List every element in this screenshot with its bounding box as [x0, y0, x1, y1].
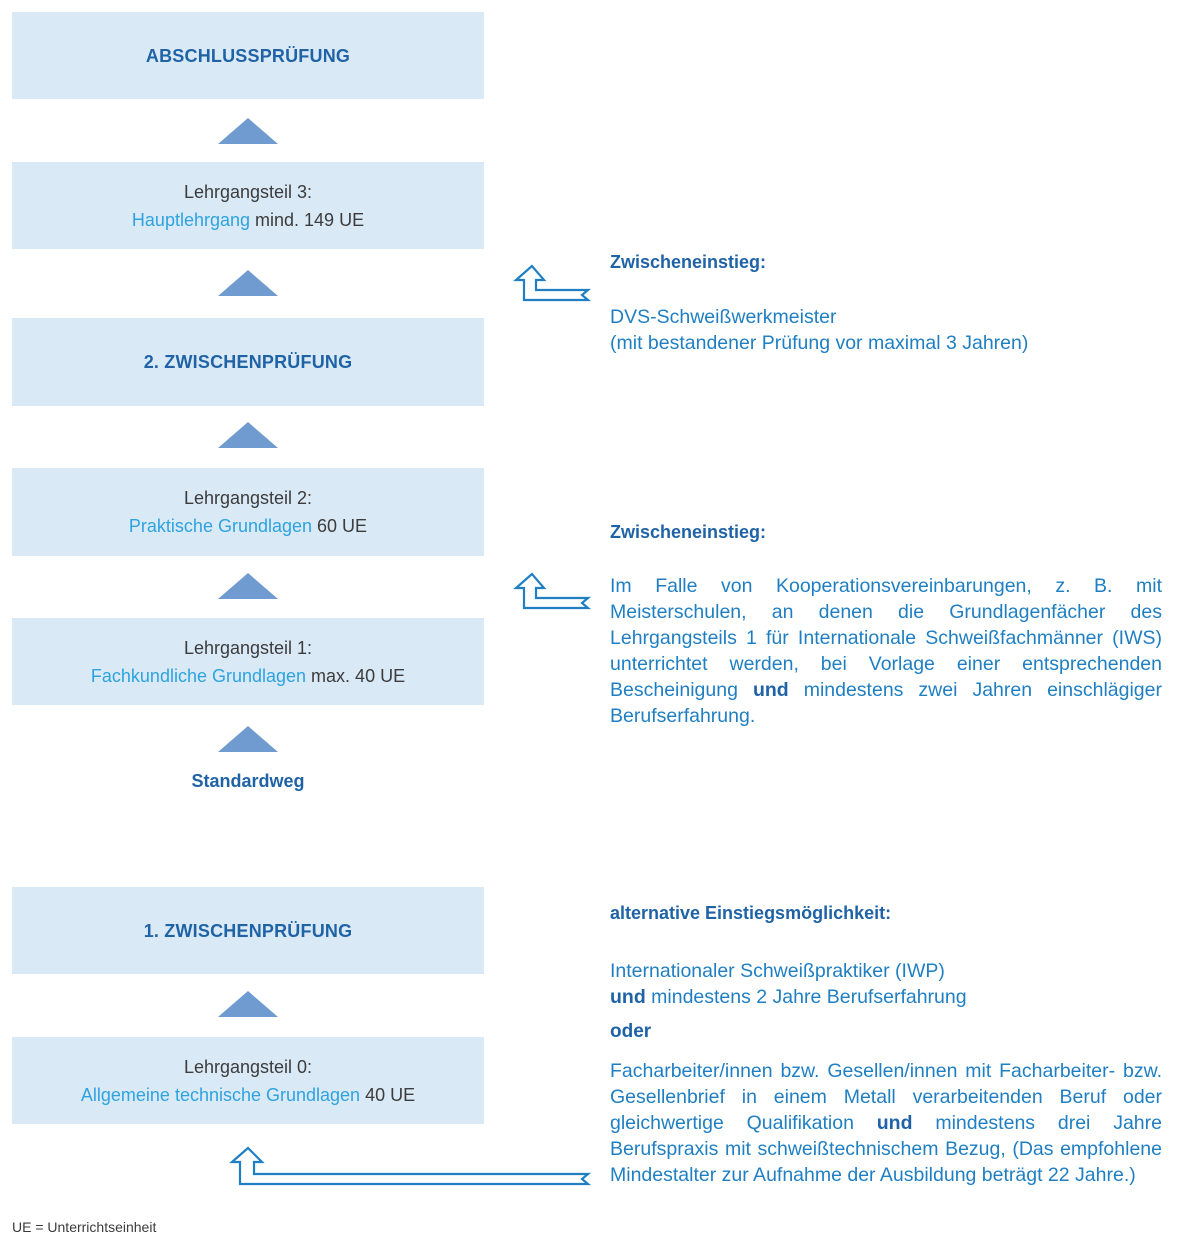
entry1-line2: (mit bestandener Prüfung vor maximal 3 Jahren) [610, 332, 1029, 354]
box-lehrgangsteil-1 [12, 618, 484, 705]
entry3-text-a: Facharbeiter/innen bzw. Gesellen/innen mit Facharbeiter- bzw. Gesellenbrief in einem Metall verarbeitenden Beruf oder gleichwertige Qualifikation [610, 1060, 1162, 1134]
entry2-text [610, 573, 1162, 729]
box-title: 1. ZWISCHENPRÜFUNG [143, 920, 353, 941]
entry3-text-b: mindestens drei Jahre Berufspraxis mit schweißtechnischem Bezug, (Das empfohlene Mindestalter zur Aufnahme der Ausbildung beträgt 22 Jahre.) [610, 1112, 1162, 1186]
entry3-oder: oder [610, 1021, 652, 1042]
course-name: Fachkundliche Grundlagen [90, 665, 307, 686]
up-arrow-icon [218, 270, 278, 296]
entry1-line1: DVS-Schweißwerkmeister [610, 306, 837, 328]
box-description [129, 512, 367, 540]
box-zwischenpruefung-2 [12, 318, 484, 406]
course-hours: mind. 149 UE [250, 209, 365, 230]
entry2-und: und [752, 679, 789, 701]
entry3-line2: mindestens 2 Jahre Berufserfahrung [645, 986, 967, 1008]
box-label: Lehrgangsteil 3: [183, 181, 313, 202]
course-name: Allgemeine technische Grundlagen [80, 1084, 361, 1105]
up-arrow-icon [218, 118, 278, 144]
entry3-line1: Internationaler Schweißpraktiker (IWP) [610, 960, 945, 982]
course-hours: max. 40 UE [306, 665, 406, 686]
entry2-text-a: Im Falle von Kooperationsvereinbarungen, z. B. mit Meisterschulen, an denen die Grundlagenfächer des Lehrgangsteils 1 für Internationale Schweißfachmänner (IWS) unterrichtet werden, bei Vorlage einer entsprechenden Bescheinigung [610, 575, 1162, 701]
box-zwischenpruefung-1 [12, 887, 484, 974]
up-arrow-icon [218, 726, 278, 752]
entry-arrow-icon [510, 262, 592, 310]
up-arrow-icon [218, 422, 278, 448]
course-name: Hauptlehrgang [131, 209, 251, 230]
course-hours: 60 UE [312, 516, 368, 536]
footnote: UE = Unterrichtseinheit [12, 1219, 157, 1235]
box-label: Lehrgangsteil 1: [183, 637, 313, 658]
up-arrow-icon [218, 991, 278, 1017]
box-label: Lehrgangsteil 2: [183, 488, 313, 508]
entry2-title: Zwischeneinstieg: [610, 522, 767, 542]
box-title: ABSCHLUSSPRÜFUNG [145, 45, 351, 66]
box-lehrgangsteil-2 [12, 468, 484, 556]
box-title: 2. ZWISCHENPRÜFUNG [143, 352, 353, 372]
box-description [91, 662, 405, 690]
entry3-iwp [610, 958, 1162, 1010]
entry3-title: alternative Einstiegsmöglichkeit: [610, 903, 892, 923]
entry-arrow-icon [510, 570, 592, 618]
entry1-title: Zwischeneinstieg: [610, 252, 767, 272]
entry3-und2: und [876, 1112, 913, 1134]
entry3-line2-wrap [610, 984, 1162, 1010]
entry-arrow-long-icon [226, 1144, 592, 1194]
box-lehrgangsteil-0 [12, 1037, 484, 1124]
entry3-text [610, 1058, 1162, 1188]
box-description [132, 206, 364, 234]
box-abschlusspruefung [12, 12, 484, 99]
box-lehrgangsteil-3 [12, 162, 484, 249]
box-description [81, 1081, 415, 1109]
entry3-und1: und [610, 986, 646, 1008]
entry1-text [610, 304, 1150, 356]
box-label: Lehrgangsteil 0: [183, 1056, 313, 1077]
standardweg-label: Standardweg [191, 771, 305, 791]
course-hours: 40 UE [360, 1084, 416, 1105]
entry2-text-b: mindestens zwei Jahren einschlägiger Berufserfahrung. [610, 679, 1162, 727]
course-name: Praktische Grundlagen [128, 516, 313, 536]
up-arrow-icon [218, 573, 278, 599]
